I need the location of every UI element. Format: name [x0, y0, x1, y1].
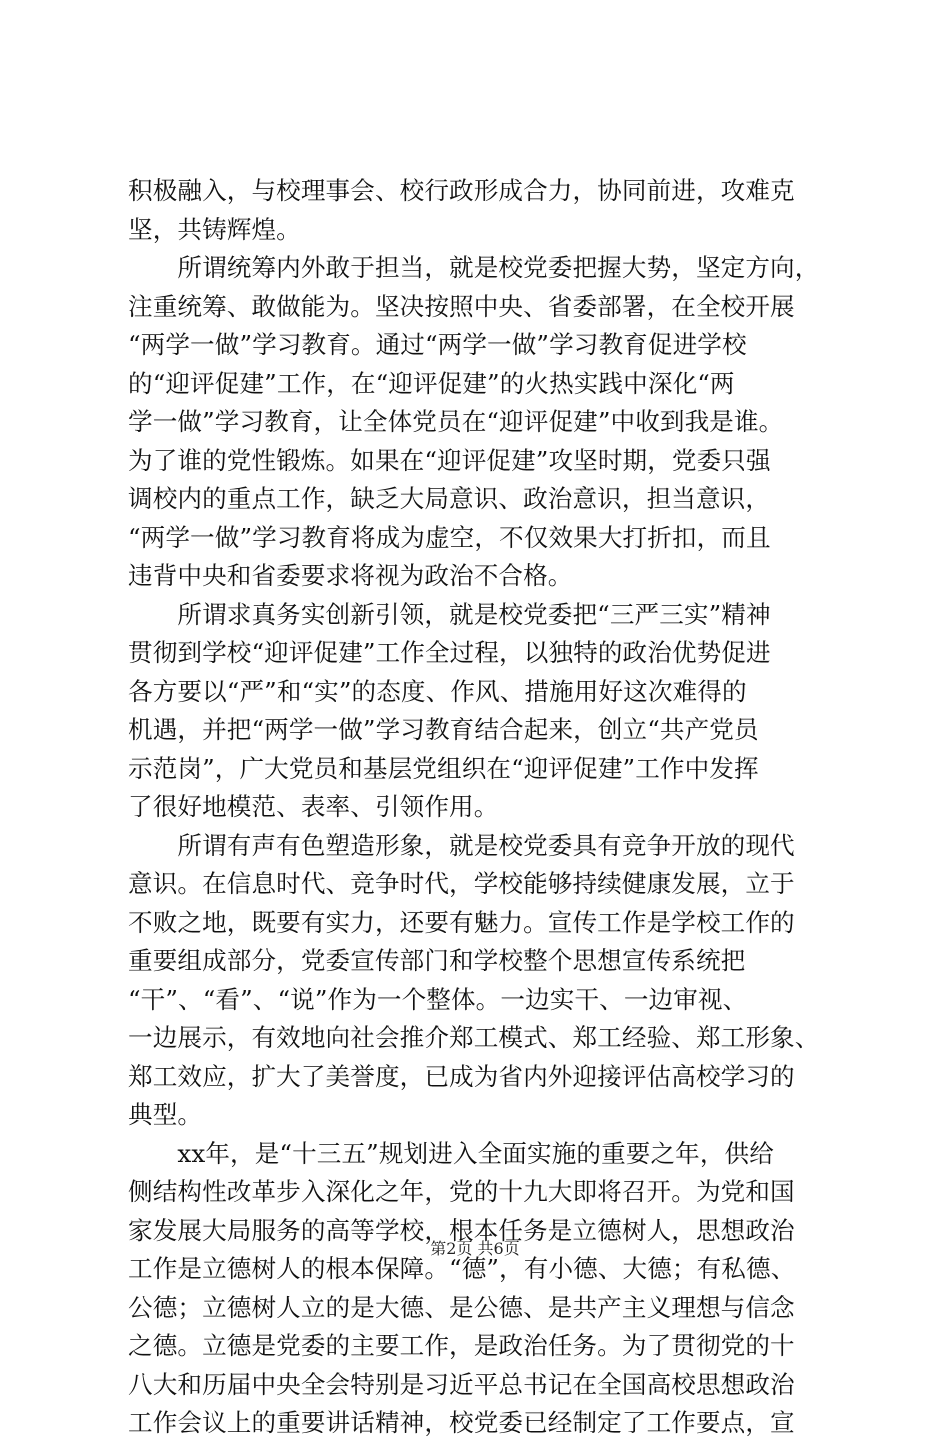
- text-line: 公德；立德树人立的是大德、是公德、是共产主义理想与信念: [128, 1292, 795, 1322]
- text-line: 家发展大局服务的高等学校，根本任务是立德树人，思想政治: [128, 1215, 795, 1245]
- text-line: 之德。立德是党委的主要工作，是政治任务。为了贯彻党的十: [128, 1331, 795, 1360]
- page-footer: 第2页 共6页: [430, 1239, 520, 1258]
- text-line: 注重统筹、敢做能为。坚决按照中央、省委部署，在全校开展: [128, 291, 795, 321]
- text-line: 所谓统筹内外敢于担当，就是校党委把握大势，坚定方向，: [128, 253, 820, 282]
- text-line: 为了谁的党性锻炼。如果在“迎评促建”攻坚时期，党委只强: [128, 445, 771, 475]
- text-line: xx年，是“十三五”规划进入全面实施的重要之年，供给: [128, 1138, 774, 1168]
- text-line: 所谓求真务实创新引领，就是校党委把“三严三实”精神: [128, 599, 771, 629]
- text-line: 违背中央和省委要求将视为政治不合格。: [128, 561, 573, 590]
- text-line: 学一做”学习教育，让全体党员在“迎评促建”中收到我是谁。: [128, 407, 784, 436]
- text-line: 贯彻到学校“迎评促建”工作全过程，以独特的政治优势促进: [128, 638, 771, 667]
- text-line: 机遇，并把“两学一做”学习教育结合起来，创立“共产党员: [128, 715, 759, 744]
- text-line: 工作会议上的重要讲话精神，校党委已经制定了工作要点，宣: [128, 1408, 795, 1437]
- text-line: 意识。在信息时代、竞争时代，学校能够持续健康发展，立于: [128, 869, 795, 898]
- text-line: “两学一做”学习教育。通过“两学一做”学习教育促进学校: [128, 330, 747, 359]
- text-line: 坚，共铸辉煌。: [128, 214, 301, 244]
- text-line: 示范岗”，广大党员和基层党组织在“迎评促建”工作中发挥: [128, 753, 759, 783]
- text-line: 各方要以“严”和“实”的态度、作风、措施用好这次难得的: [128, 676, 747, 706]
- text-line: 的“迎评促建”工作，在“迎评促建”的火热实践中深化“两: [128, 368, 735, 398]
- text-line: 一边展示，有效地向社会推介郑工模式、郑工经验、郑工形象、: [128, 1023, 820, 1052]
- text-line: 郑工效应，扩大了美誉度，已成为省内外迎接评估高校学习的: [128, 1061, 795, 1091]
- text-line: “两学一做”学习教育将成为虚空，不仅效果大打折扣，而且: [128, 522, 771, 552]
- text-line: 积极融入，与校理事会、校行政形成合力，协同前进，攻难克: [128, 176, 795, 205]
- text-line: 调校内的重点工作，缺乏大局意识、政治意识，担当意识，: [128, 484, 771, 513]
- text-line: 重要组成部分，党委宣传部门和学校整个思想宣传系统把: [128, 946, 746, 975]
- text-line: 八大和历届中央全会特别是习近平总书记在全国高校思想政治: [128, 1369, 795, 1399]
- text-line: 侧结构性改革步入深化之年，党的十九大即将召开。为党和国: [128, 1177, 795, 1206]
- text-line: 典型。: [128, 1100, 203, 1129]
- text-line: 工作是立德树人的根本保障。“德”，有小德、大德；有私德、: [128, 1254, 796, 1283]
- text-line: 所谓有声有色塑造形象，就是校党委具有竞争开放的现代: [128, 830, 795, 860]
- text-line: 了很好地模范、表率、引领作用。: [128, 792, 499, 821]
- text-line: 不败之地，既要有实力，还要有魅力。宣传工作是学校工作的: [128, 907, 795, 937]
- text-line: “干”、“看”、“说”作为一个整体。一边实干、一边审视、: [128, 984, 748, 1014]
